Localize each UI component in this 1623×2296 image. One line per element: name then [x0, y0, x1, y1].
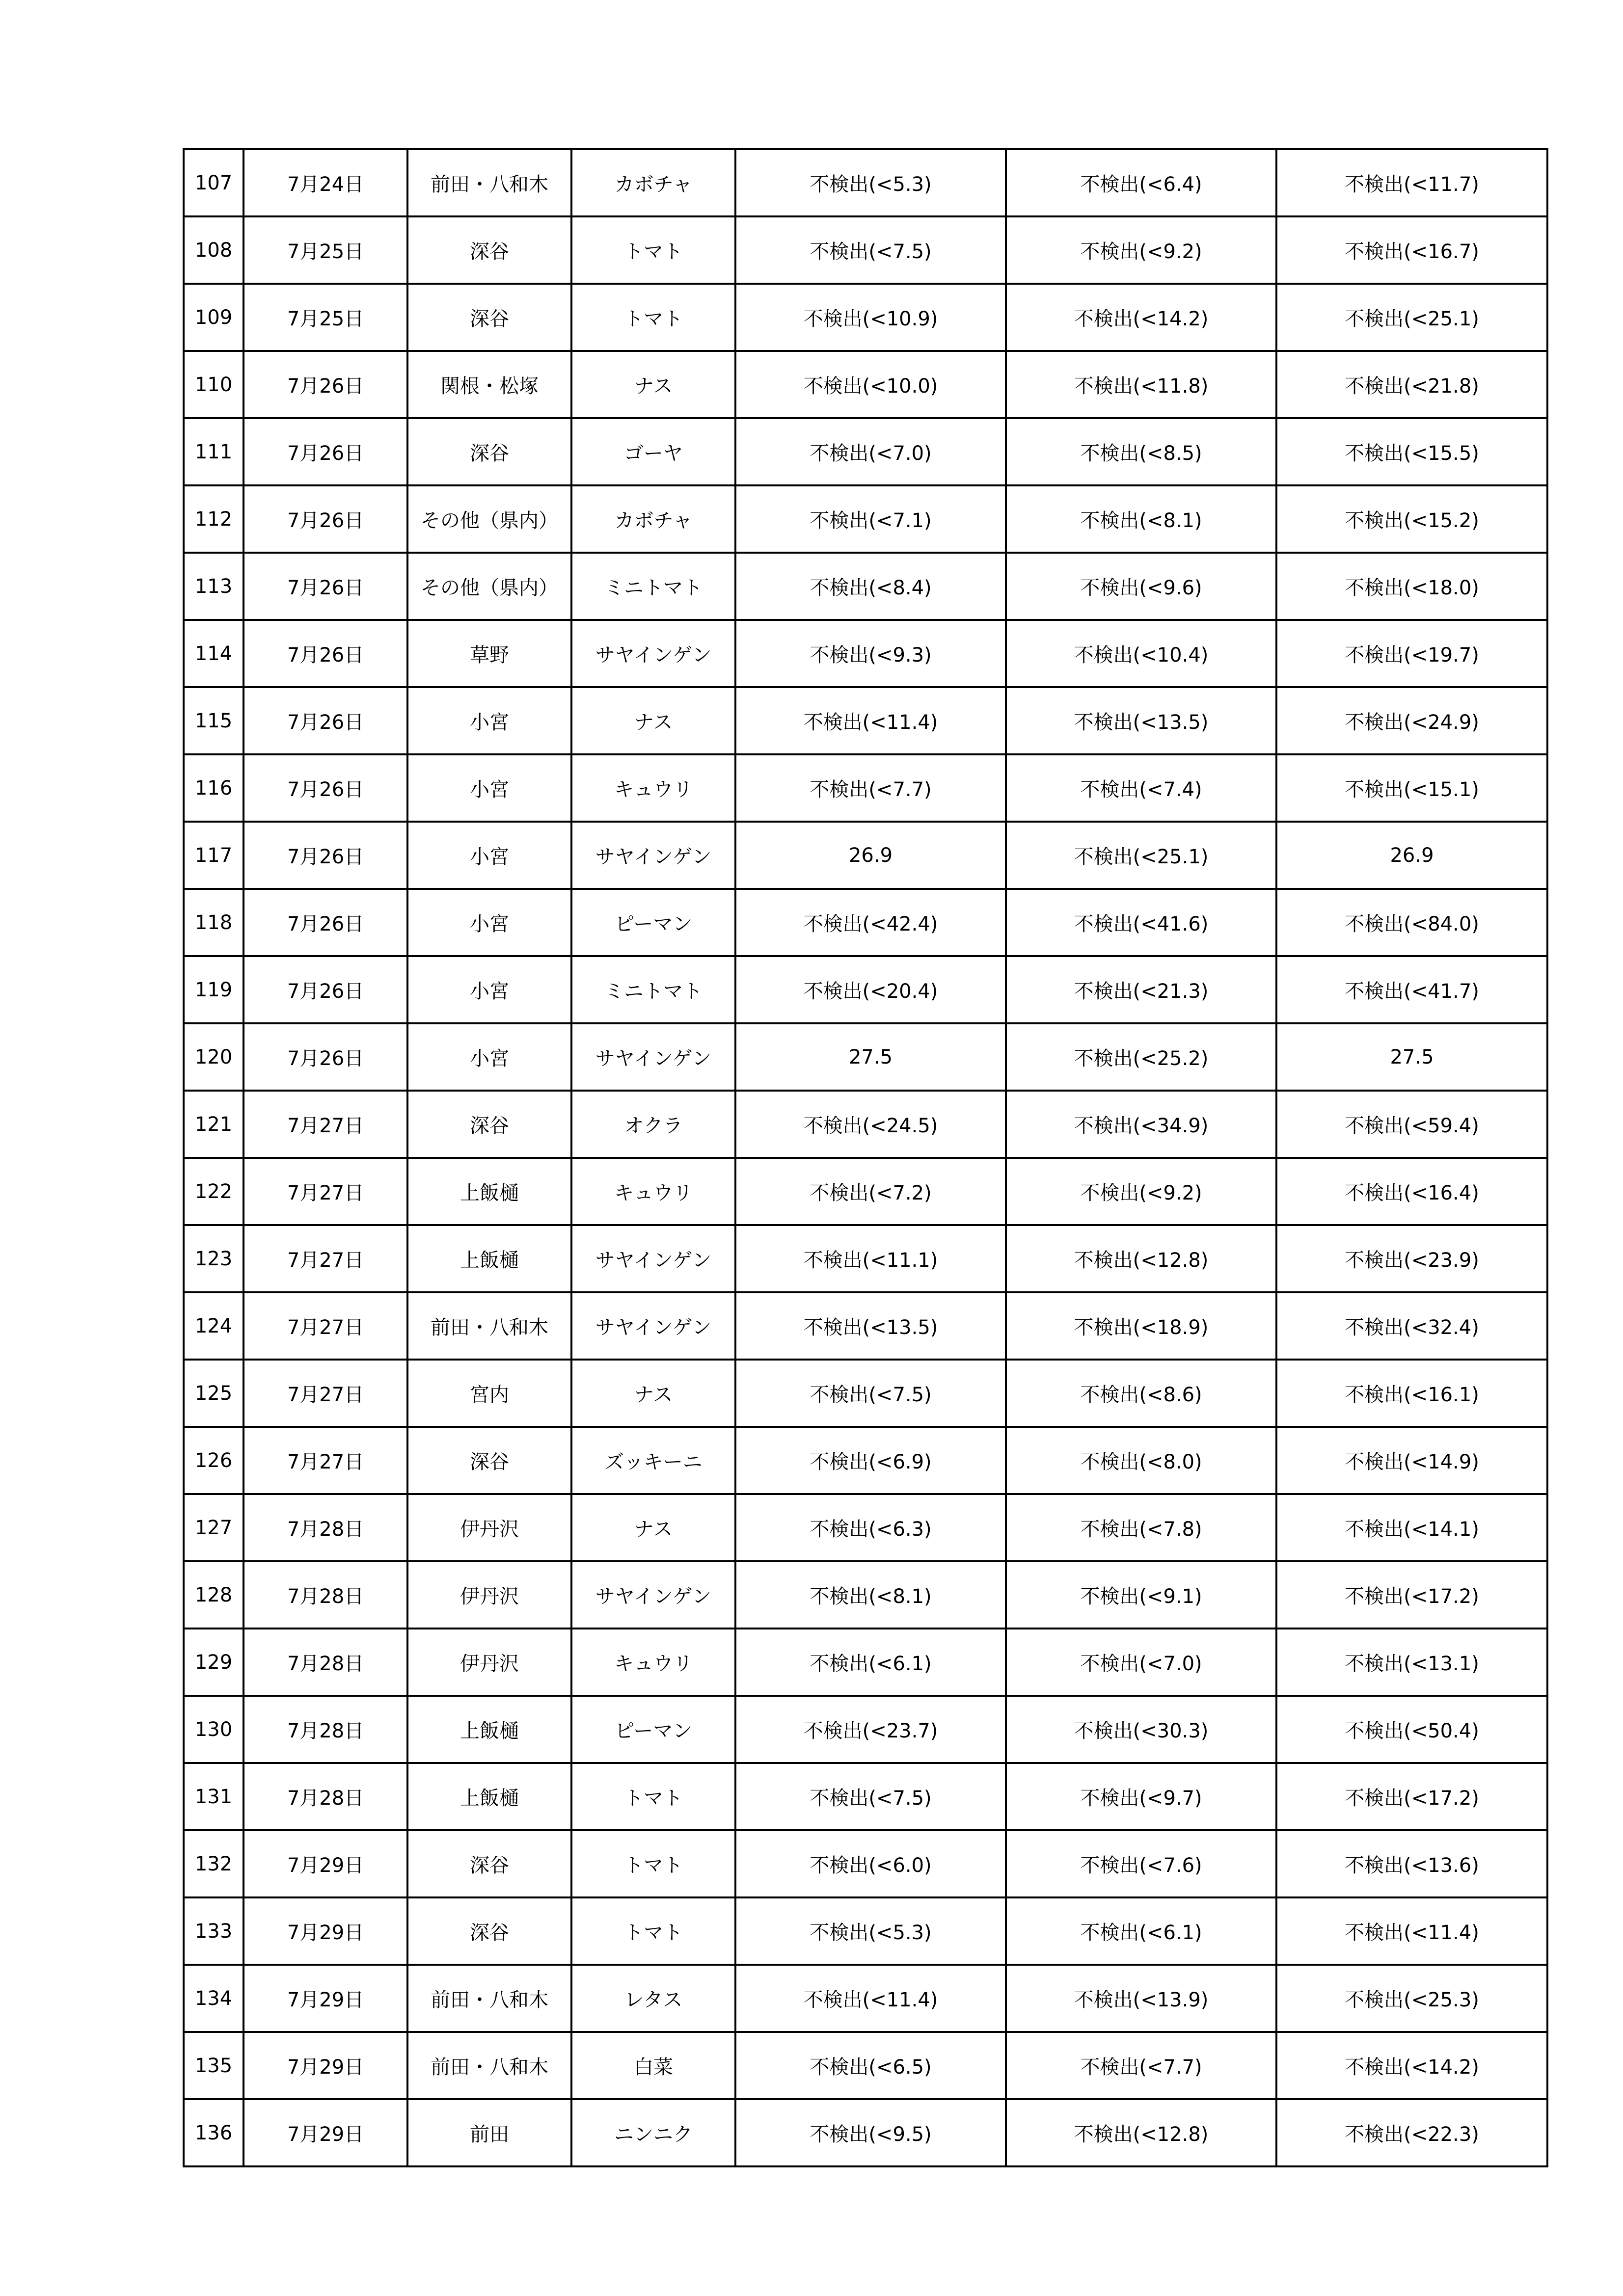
cell-area: 伊丹沢: [407, 1561, 571, 1629]
cell-date: 7月27日: [243, 1091, 407, 1158]
cell-date: 7月25日: [243, 284, 407, 351]
cell-date: 7月28日: [243, 1561, 407, 1629]
cell-date: 7月25日: [243, 216, 407, 284]
cell-item: ゴーヤ: [571, 418, 735, 485]
cell-area: 小宮: [407, 687, 571, 754]
cell-value-3: 不検出(<50.4): [1276, 1696, 1547, 1763]
cell-value-3: 不検出(<11.7): [1276, 149, 1547, 216]
cell-no: 117: [184, 822, 243, 889]
cell-item: ピーマン: [571, 889, 735, 956]
cell-date: 7月26日: [243, 418, 407, 485]
cell-value-3: 不検出(<59.4): [1276, 1091, 1547, 1158]
cell-area: 深谷: [407, 284, 571, 351]
cell-value-1: 不検出(<6.9): [735, 1427, 1006, 1494]
cell-item: サヤインゲン: [571, 1292, 735, 1360]
cell-item: キュウリ: [571, 754, 735, 822]
cell-value-2: 不検出(<9.6): [1006, 553, 1276, 620]
table-row: [184, 889, 1547, 956]
cell-item: サヤインゲン: [571, 822, 735, 889]
cell-item: トマト: [571, 1830, 735, 1897]
table-row: [184, 485, 1547, 553]
cell-value-3: 不検出(<25.1): [1276, 284, 1547, 351]
results-table-body: [184, 149, 1547, 2166]
cell-area: 深谷: [407, 1897, 571, 1965]
cell-no: 118: [184, 889, 243, 956]
cell-value-3: 不検出(<16.7): [1276, 216, 1547, 284]
cell-no: 131: [184, 1763, 243, 1830]
cell-area: その他（県内）: [407, 553, 571, 620]
cell-value-2: 不検出(<34.9): [1006, 1091, 1276, 1158]
cell-value-3: 不検出(<14.1): [1276, 1494, 1547, 1561]
table-row: [184, 2032, 1547, 2099]
cell-no: 109: [184, 284, 243, 351]
cell-value-3: 不検出(<32.4): [1276, 1292, 1547, 1360]
cell-value-1: 不検出(<5.3): [735, 1897, 1006, 1965]
cell-value-1: 不検出(<7.5): [735, 216, 1006, 284]
cell-value-2: 不検出(<7.0): [1006, 1629, 1276, 1696]
cell-value-1: 不検出(<7.0): [735, 418, 1006, 485]
cell-item: ピーマン: [571, 1696, 735, 1763]
cell-area: 関根・松塚: [407, 351, 571, 418]
cell-value-2: 不検出(<7.7): [1006, 2032, 1276, 2099]
table-row: [184, 1091, 1547, 1158]
cell-value-3: 不検出(<21.8): [1276, 351, 1547, 418]
cell-value-1: 不検出(<8.4): [735, 553, 1006, 620]
cell-value-1: 不検出(<6.0): [735, 1830, 1006, 1897]
cell-value-1: 26.9: [735, 822, 1006, 889]
table-row: [184, 1360, 1547, 1427]
cell-value-2: 不検出(<10.4): [1006, 620, 1276, 687]
cell-no: 136: [184, 2099, 243, 2166]
table-row: [184, 1763, 1547, 1830]
cell-value-2: 不検出(<9.2): [1006, 1158, 1276, 1225]
cell-no: 122: [184, 1158, 243, 1225]
cell-value-3: 26.9: [1276, 822, 1547, 889]
cell-no: 127: [184, 1494, 243, 1561]
cell-value-2: 不検出(<21.3): [1006, 956, 1276, 1023]
cell-value-1: 27.5: [735, 1023, 1006, 1091]
cell-value-3: 不検出(<11.4): [1276, 1897, 1547, 1965]
cell-item: サヤインゲン: [571, 620, 735, 687]
cell-no: 116: [184, 754, 243, 822]
table-row: [184, 1696, 1547, 1763]
cell-value-3: 不検出(<14.2): [1276, 2032, 1547, 2099]
cell-value-3: 不検出(<15.2): [1276, 485, 1547, 553]
cell-value-2: 不検出(<6.1): [1006, 1897, 1276, 1965]
cell-value-1: 不検出(<11.4): [735, 687, 1006, 754]
table-row: [184, 620, 1547, 687]
cell-value-3: 不検出(<22.3): [1276, 2099, 1547, 2166]
cell-value-3: 不検出(<15.1): [1276, 754, 1547, 822]
cell-value-1: 不検出(<42.4): [735, 889, 1006, 956]
cell-date: 7月27日: [243, 1225, 407, 1292]
cell-no: 110: [184, 351, 243, 418]
cell-value-1: 不検出(<8.1): [735, 1561, 1006, 1629]
cell-area: 小宮: [407, 889, 571, 956]
cell-value-2: 不検出(<7.8): [1006, 1494, 1276, 1561]
cell-value-3: 不検出(<13.6): [1276, 1830, 1547, 1897]
cell-value-2: 不検出(<12.8): [1006, 2099, 1276, 2166]
cell-date: 7月27日: [243, 1292, 407, 1360]
table-row: [184, 754, 1547, 822]
cell-date: 7月28日: [243, 1629, 407, 1696]
cell-value-3: 不検出(<15.5): [1276, 418, 1547, 485]
table-row: [184, 1494, 1547, 1561]
cell-value-2: 不検出(<12.8): [1006, 1225, 1276, 1292]
results-table: [183, 148, 1548, 2167]
cell-value-2: 不検出(<9.7): [1006, 1763, 1276, 1830]
cell-value-3: 27.5: [1276, 1023, 1547, 1091]
cell-area: 深谷: [407, 216, 571, 284]
cell-date: 7月26日: [243, 687, 407, 754]
cell-no: 112: [184, 485, 243, 553]
cell-item: トマト: [571, 1763, 735, 1830]
cell-value-2: 不検出(<6.4): [1006, 149, 1276, 216]
cell-no: 124: [184, 1292, 243, 1360]
cell-value-3: 不検出(<24.9): [1276, 687, 1547, 754]
cell-no: 130: [184, 1696, 243, 1763]
cell-area: 上飯樋: [407, 1696, 571, 1763]
cell-no: 121: [184, 1091, 243, 1158]
cell-value-2: 不検出(<13.5): [1006, 687, 1276, 754]
table-row: [184, 1629, 1547, 1696]
cell-value-2: 不検出(<7.4): [1006, 754, 1276, 822]
cell-no: 135: [184, 2032, 243, 2099]
cell-value-3: 不検出(<84.0): [1276, 889, 1547, 956]
cell-value-1: 不検出(<10.9): [735, 284, 1006, 351]
cell-date: 7月29日: [243, 1965, 407, 2032]
cell-value-2: 不検出(<8.5): [1006, 418, 1276, 485]
cell-item: トマト: [571, 284, 735, 351]
cell-value-3: 不検出(<25.3): [1276, 1965, 1547, 2032]
cell-date: 7月28日: [243, 1696, 407, 1763]
cell-date: 7月27日: [243, 1360, 407, 1427]
table-row: [184, 687, 1547, 754]
cell-no: 132: [184, 1830, 243, 1897]
cell-value-2: 不検出(<25.2): [1006, 1023, 1276, 1091]
cell-item: カボチャ: [571, 149, 735, 216]
cell-date: 7月26日: [243, 485, 407, 553]
cell-item: キュウリ: [571, 1158, 735, 1225]
cell-item: ズッキーニ: [571, 1427, 735, 1494]
cell-value-2: 不検出(<41.6): [1006, 889, 1276, 956]
cell-value-3: 不検出(<13.1): [1276, 1629, 1547, 1696]
cell-item: ミニトマト: [571, 956, 735, 1023]
table-row: [184, 284, 1547, 351]
cell-date: 7月26日: [243, 889, 407, 956]
cell-area: 前田・八和木: [407, 1292, 571, 1360]
cell-value-1: 不検出(<7.5): [735, 1763, 1006, 1830]
cell-no: 111: [184, 418, 243, 485]
cell-item: トマト: [571, 1897, 735, 1965]
cell-value-1: 不検出(<24.5): [735, 1091, 1006, 1158]
cell-date: 7月29日: [243, 1897, 407, 1965]
cell-date: 7月28日: [243, 1494, 407, 1561]
cell-value-3: 不検出(<17.2): [1276, 1763, 1547, 1830]
cell-area: 小宮: [407, 1023, 571, 1091]
cell-value-1: 不検出(<6.3): [735, 1494, 1006, 1561]
cell-value-2: 不検出(<8.0): [1006, 1427, 1276, 1494]
cell-area: 伊丹沢: [407, 1629, 571, 1696]
cell-no: 120: [184, 1023, 243, 1091]
cell-item: カボチャ: [571, 485, 735, 553]
cell-item: オクラ: [571, 1091, 735, 1158]
cell-date: 7月26日: [243, 956, 407, 1023]
cell-value-3: 不検出(<14.9): [1276, 1427, 1547, 1494]
cell-date: 7月26日: [243, 754, 407, 822]
table-row: [184, 1158, 1547, 1225]
cell-area: 宮内: [407, 1360, 571, 1427]
cell-value-1: 不検出(<7.5): [735, 1360, 1006, 1427]
cell-value-3: 不検出(<16.4): [1276, 1158, 1547, 1225]
cell-value-3: 不検出(<23.9): [1276, 1225, 1547, 1292]
cell-value-2: 不検出(<8.1): [1006, 485, 1276, 553]
cell-value-3: 不検出(<41.7): [1276, 956, 1547, 1023]
cell-item: レタス: [571, 1965, 735, 2032]
cell-area: 前田・八和木: [407, 1965, 571, 2032]
cell-value-1: 不検出(<6.1): [735, 1629, 1006, 1696]
cell-area: 上飯樋: [407, 1225, 571, 1292]
cell-value-1: 不検出(<7.1): [735, 485, 1006, 553]
cell-value-2: 不検出(<11.8): [1006, 351, 1276, 418]
table-row: [184, 956, 1547, 1023]
cell-no: 115: [184, 687, 243, 754]
cell-date: 7月26日: [243, 351, 407, 418]
cell-no: 113: [184, 553, 243, 620]
cell-value-1: 不検出(<7.7): [735, 754, 1006, 822]
cell-item: サヤインゲン: [571, 1023, 735, 1091]
cell-value-2: 不検出(<14.2): [1006, 284, 1276, 351]
cell-value-2: 不検出(<9.2): [1006, 216, 1276, 284]
cell-value-1: 不検出(<9.5): [735, 2099, 1006, 2166]
cell-area: 上飯樋: [407, 1158, 571, 1225]
cell-date: 7月27日: [243, 1158, 407, 1225]
table-row: [184, 1897, 1547, 1965]
cell-value-3: 不検出(<16.1): [1276, 1360, 1547, 1427]
cell-value-3: 不検出(<17.2): [1276, 1561, 1547, 1629]
cell-no: 108: [184, 216, 243, 284]
cell-area: 草野: [407, 620, 571, 687]
table-row: [184, 1427, 1547, 1494]
table-row: [184, 822, 1547, 889]
cell-date: 7月29日: [243, 2032, 407, 2099]
cell-no: 114: [184, 620, 243, 687]
cell-area: 小宮: [407, 956, 571, 1023]
table-row: [184, 1561, 1547, 1629]
table-row: [184, 149, 1547, 216]
table-row: [184, 1965, 1547, 2032]
cell-item: ナス: [571, 351, 735, 418]
cell-value-1: 不検出(<10.0): [735, 351, 1006, 418]
cell-value-2: 不検出(<30.3): [1006, 1696, 1276, 1763]
cell-value-2: 不検出(<7.6): [1006, 1830, 1276, 1897]
cell-no: 119: [184, 956, 243, 1023]
cell-item: キュウリ: [571, 1629, 735, 1696]
cell-date: 7月29日: [243, 2099, 407, 2166]
table-row: [184, 351, 1547, 418]
cell-item: ニンニク: [571, 2099, 735, 2166]
cell-date: 7月26日: [243, 620, 407, 687]
cell-date: 7月29日: [243, 1830, 407, 1897]
cell-value-2: 不検出(<13.9): [1006, 1965, 1276, 2032]
cell-item: ナス: [571, 1360, 735, 1427]
table-row: [184, 418, 1547, 485]
cell-area: 前田・八和木: [407, 149, 571, 216]
cell-date: 7月24日: [243, 149, 407, 216]
cell-area: 前田: [407, 2099, 571, 2166]
cell-value-3: 不検出(<19.7): [1276, 620, 1547, 687]
cell-value-1: 不検出(<9.3): [735, 620, 1006, 687]
cell-value-1: 不検出(<13.5): [735, 1292, 1006, 1360]
cell-area: 伊丹沢: [407, 1494, 571, 1561]
cell-value-1: 不検出(<6.5): [735, 2032, 1006, 2099]
cell-no: 126: [184, 1427, 243, 1494]
cell-value-2: 不検出(<25.1): [1006, 822, 1276, 889]
cell-value-3: 不検出(<18.0): [1276, 553, 1547, 620]
cell-area: 深谷: [407, 1427, 571, 1494]
cell-area: 前田・八和木: [407, 2032, 571, 2099]
cell-area: 深谷: [407, 418, 571, 485]
table-row: [184, 1023, 1547, 1091]
cell-date: 7月27日: [243, 1427, 407, 1494]
cell-no: 129: [184, 1629, 243, 1696]
cell-area: 深谷: [407, 1091, 571, 1158]
cell-no: 133: [184, 1897, 243, 1965]
cell-value-1: 不検出(<7.2): [735, 1158, 1006, 1225]
cell-value-2: 不検出(<8.6): [1006, 1360, 1276, 1427]
table-row: [184, 553, 1547, 620]
cell-area: 小宮: [407, 754, 571, 822]
cell-no: 128: [184, 1561, 243, 1629]
cell-area: 深谷: [407, 1830, 571, 1897]
table-row: [184, 2099, 1547, 2166]
table-row: [184, 1292, 1547, 1360]
cell-area: その他（県内）: [407, 485, 571, 553]
table-row: [184, 216, 1547, 284]
cell-value-1: 不検出(<11.1): [735, 1225, 1006, 1292]
cell-date: 7月28日: [243, 1763, 407, 1830]
cell-area: 小宮: [407, 822, 571, 889]
cell-date: 7月26日: [243, 553, 407, 620]
cell-date: 7月26日: [243, 1023, 407, 1091]
cell-date: 7月26日: [243, 822, 407, 889]
cell-item: サヤインゲン: [571, 1561, 735, 1629]
cell-value-1: 不検出(<5.3): [735, 149, 1006, 216]
cell-value-1: 不検出(<20.4): [735, 956, 1006, 1023]
cell-no: 107: [184, 149, 243, 216]
table-row: [184, 1830, 1547, 1897]
cell-no: 123: [184, 1225, 243, 1292]
cell-value-1: 不検出(<11.4): [735, 1965, 1006, 2032]
table-row: [184, 1225, 1547, 1292]
cell-item: 白菜: [571, 2032, 735, 2099]
cell-no: 134: [184, 1965, 243, 2032]
cell-value-2: 不検出(<18.9): [1006, 1292, 1276, 1360]
cell-item: ミニトマト: [571, 553, 735, 620]
cell-value-2: 不検出(<9.1): [1006, 1561, 1276, 1629]
cell-value-1: 不検出(<23.7): [735, 1696, 1006, 1763]
cell-item: ナス: [571, 687, 735, 754]
cell-item: サヤインゲン: [571, 1225, 735, 1292]
cell-item: ナス: [571, 1494, 735, 1561]
cell-item: トマト: [571, 216, 735, 284]
cell-no: 125: [184, 1360, 243, 1427]
cell-area: 上飯樋: [407, 1763, 571, 1830]
